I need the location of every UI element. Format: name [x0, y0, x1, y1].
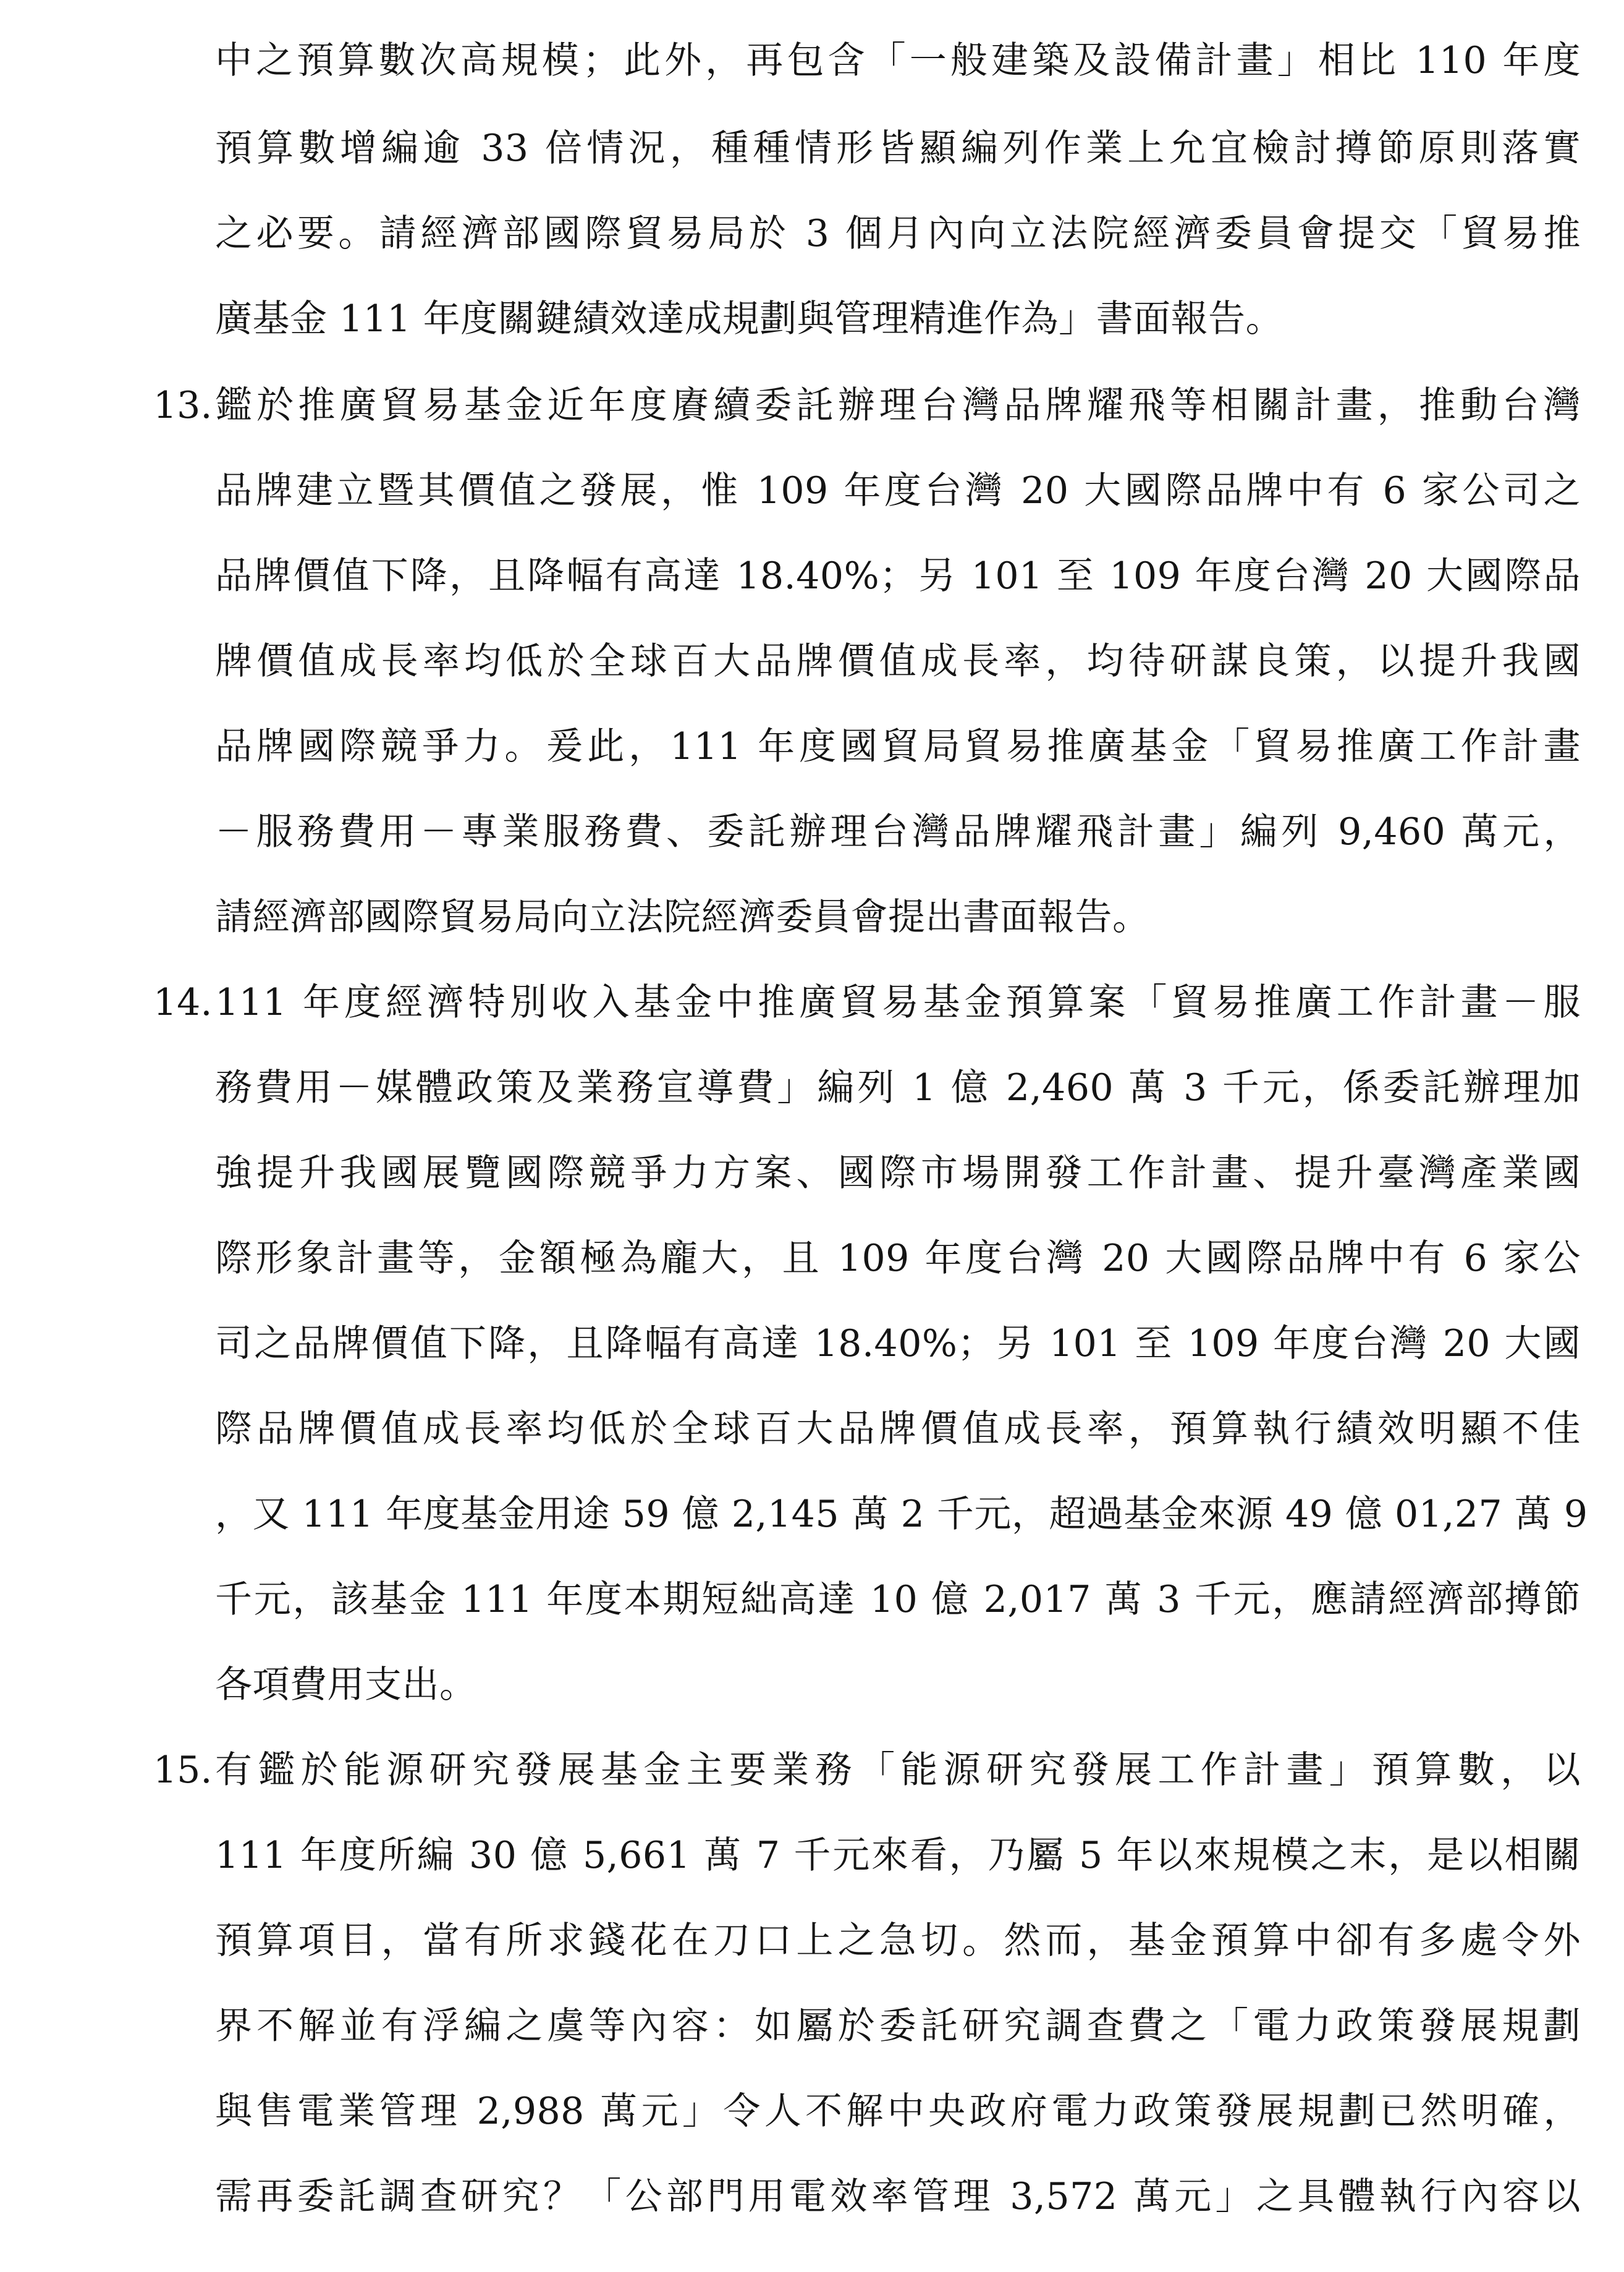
text-line: 司之品牌價值下降，且降幅有高達 18.40%；另 101 至 109 年度台灣 20 大國: [215, 1322, 1581, 1365]
text-line: 預算數增編逾 33 倍情況，種種情形皆顯編列作業上允宜檢討撙節原則落實: [215, 127, 1581, 170]
text-line: 務費用－媒體政策及業務宣導費」編列 1 億 2,460 萬 3 千元，係委託辦理加: [215, 1066, 1581, 1109]
text-line: 與售電業管理 2,988 萬元」令人不解中央政府電力政策發展規劃已然明確，: [215, 2090, 1581, 2133]
text-line: 鑑於推廣貿易基金近年度賡續委託辦理台灣品牌耀飛等相關計畫，推動台灣: [215, 384, 1581, 427]
text-line: －服務費用－專業服務費、委託辦理台灣品牌耀飛計畫」編列 9,460 萬元，: [215, 810, 1581, 854]
item-number: 13.: [153, 384, 213, 427]
text-line: 際形象計畫等，金額極為龐大，且 109 年度台灣 20 大國際品牌中有 6 家公: [215, 1237, 1581, 1280]
text-line: ，又 111 年度基金用途 59 億 2,145 萬 2 千元，超過基金來源 49 億 01,27 萬 9: [215, 1493, 1588, 1536]
text-line: 際品牌價值成長率均低於全球百大品牌價值成長率，預算執行績效明顯不佳: [215, 1407, 1581, 1451]
text-line: 111 年度經濟特別收入基金中推廣貿易基金預算案「貿易推廣工作計畫－服: [215, 981, 1581, 1024]
text-line: 111 年度所編 30 億 5,661 萬 7 千元來看，乃屬 5 年以來規模之末，是以相關: [215, 1834, 1581, 1877]
text-line: 品牌價值下降，且降幅有高達 18.40%；另 101 至 109 年度台灣 20 大國際品: [215, 554, 1581, 598]
text-line: 中之預算數次高規模；此外，再包含「一般建築及設備計畫」相比 110 年度: [215, 39, 1581, 82]
text-line: 預算項目，當有所求錢花在刀口上之急切。然而，基金預算中卻有多處令外: [215, 1919, 1581, 1962]
text-line: 牌價值成長率均低於全球百大品牌價值成長率，均待研謀良策，以提升我國: [215, 640, 1581, 683]
item-number: 15.: [153, 1749, 213, 1792]
text-line: 品牌國際競爭力。爰此，111 年度國貿局貿易推廣基金「貿易推廣工作計畫: [215, 725, 1581, 768]
text-line: 各項費用支出。: [215, 1663, 477, 1706]
text-line: 強提升我國展覽國際競爭力方案、國際市場開發工作計畫、提升臺灣產業國: [215, 1151, 1581, 1195]
text-line: 有鑑於能源研究發展基金主要業務「能源研究發展工作計畫」預算數，以: [215, 1749, 1581, 1792]
text-line: 之必要。請經濟部國際貿易局於 3 個月內向立法院經濟委員會提交「貿易推: [215, 212, 1581, 255]
text-line: 品牌建立暨其價值之發展，惟 109 年度台灣 20 大國際品牌中有 6 家公司之: [215, 469, 1581, 512]
item-number: 14.: [153, 981, 213, 1024]
text-line: 需再委託調查研究？「公部門用電效率管理 3,572 萬元」之具體執行內容以: [215, 2175, 1581, 2218]
text-line: 廣基金 111 年度關鍵績效達成規劃與管理精進作為」書面報告。: [215, 297, 1284, 341]
text-line: 界不解並有浮編之虞等內容：如屬於委託研究調查費之「電力政策發展規劃: [215, 2004, 1581, 2048]
text-line: 千元，該基金 111 年度本期短絀高達 10 億 2,017 萬 3 千元，應請經濟部撙節: [215, 1578, 1581, 1621]
text-line: 請經濟部國際貿易局向立法院經濟委員會提出書面報告。: [215, 896, 1150, 939]
